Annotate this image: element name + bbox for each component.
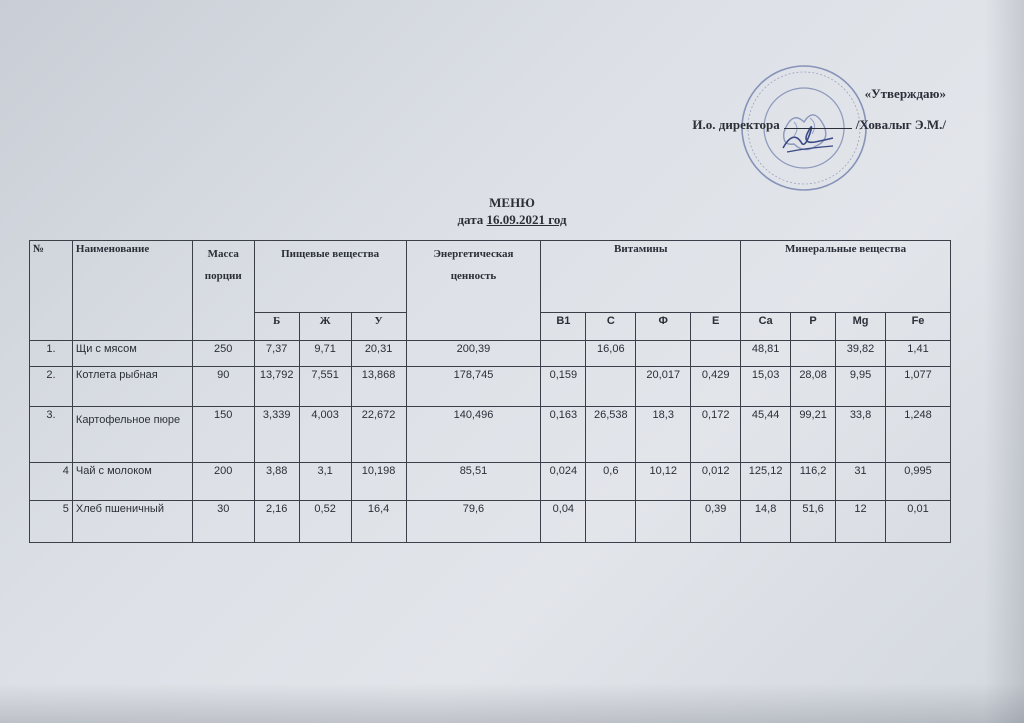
cell-num: 1. [30,341,73,367]
cell-name: Чай с молоком [72,463,192,501]
approval-block [692,86,946,133]
cell-mass: 250 [192,341,254,367]
cell-zh: 3,1 [299,463,351,501]
cell-f [636,341,691,367]
cell-f: 18,3 [636,407,691,463]
cell-name: Котлета рыбная [72,367,192,407]
table-row [30,341,951,367]
menu-table [29,240,951,543]
header-vitamins: Витамины [541,241,741,313]
approval-signature-line [692,116,946,133]
subheader-fe: Fe [886,313,951,341]
cell-u: 20,31 [351,341,406,367]
cell-u: 13,868 [351,367,406,407]
cell-zh: 0,52 [299,501,351,543]
cell-mg: 39,82 [836,341,886,367]
document-title: МЕНЮ [489,195,535,210]
cell-u: 10,198 [351,463,406,501]
cell-c [586,367,636,407]
cell-energy: 140,496 [406,407,541,463]
approval-position: И.о. директора [692,117,780,132]
cell-fe: 1,077 [886,367,951,407]
cell-p: 99,21 [791,407,836,463]
date-label: дата [457,212,484,227]
table-row [30,407,951,463]
cell-mass: 200 [192,463,254,501]
page-bottom-shadow [0,683,1024,723]
subheader-p: P [791,313,836,341]
cell-b1 [541,341,586,367]
table-row [30,367,951,407]
cell-mg: 33,8 [836,407,886,463]
cell-c: 0,6 [586,463,636,501]
cell-num: 3. [30,407,73,463]
cell-fe: 0,01 [886,501,951,543]
cell-b: 2,16 [254,501,299,543]
cell-name: Картофельное пюре [72,407,192,463]
cell-e: 0,012 [691,463,741,501]
cell-b1: 0,024 [541,463,586,501]
cell-ca: 48,81 [741,341,791,367]
cell-num: 5 [30,501,73,543]
subheader-b: Б [254,313,299,341]
approval-label: «Утверждаю» [864,86,946,101]
cell-ca: 125,12 [741,463,791,501]
cell-energy: 200,39 [406,341,541,367]
subheader-zh: Ж [299,313,351,341]
cell-ca: 15,03 [741,367,791,407]
cell-u: 16,4 [351,501,406,543]
cell-ca: 14,8 [741,501,791,543]
header-mass: Масса порции [192,241,254,341]
cell-zh: 9,71 [299,341,351,367]
cell-p [791,341,836,367]
cell-p: 51,6 [791,501,836,543]
cell-energy: 178,745 [406,367,541,407]
document-date-line [0,212,1024,228]
cell-mass: 150 [192,407,254,463]
cell-e: 0,172 [691,407,741,463]
subheader-c: C [586,313,636,341]
cell-name: Хлеб пшеничный [72,501,192,543]
cell-c: 16,06 [586,341,636,367]
cell-c: 26,538 [586,407,636,463]
page-fold-shadow [984,0,1024,723]
cell-energy: 79,6 [406,501,541,543]
header-name: Наименование [72,241,192,341]
cell-b: 7,37 [254,341,299,367]
date-value: 16.09.2021 год [486,212,567,227]
cell-p: 116,2 [791,463,836,501]
cell-c [586,501,636,543]
table-row [30,463,951,501]
cell-name: Щи с мясом [72,341,192,367]
cell-ca: 45,44 [741,407,791,463]
header-energy: Энергетическая ценность [406,241,541,341]
table-header-row [30,241,951,313]
subheader-ca: Ca [741,313,791,341]
cell-b1: 0,04 [541,501,586,543]
header-nutrients: Пищевые вещества [254,241,406,313]
cell-b: 13,792 [254,367,299,407]
cell-zh: 7,551 [299,367,351,407]
cell-b1: 0,163 [541,407,586,463]
cell-zh: 4,003 [299,407,351,463]
cell-b: 3,339 [254,407,299,463]
cell-fe: 1,248 [886,407,951,463]
cell-f [636,501,691,543]
cell-mg: 9,95 [836,367,886,407]
cell-mg: 12 [836,501,886,543]
cell-mg: 31 [836,463,886,501]
cell-num: 4 [30,463,73,501]
cell-b1: 0,159 [541,367,586,407]
subheader-e: E [691,313,741,341]
subheader-mg: Mg [836,313,886,341]
cell-num: 2. [30,367,73,407]
cell-f: 20,017 [636,367,691,407]
cell-fe: 1,41 [886,341,951,367]
cell-e: 0,429 [691,367,741,407]
subheader-f: Ф [636,313,691,341]
cell-energy: 85,51 [406,463,541,501]
approval-name: /Ховалыг Э.М./ [855,117,946,132]
header-minerals: Минеральные вещества [741,241,951,313]
cell-e [691,341,741,367]
cell-e: 0,39 [691,501,741,543]
subheader-u: У [351,313,406,341]
header-num: № [30,241,73,341]
cell-f: 10,12 [636,463,691,501]
cell-mass: 90 [192,367,254,407]
signature-underline [784,116,852,129]
cell-fe: 0,995 [886,463,951,501]
cell-b: 3,88 [254,463,299,501]
cell-p: 28,08 [791,367,836,407]
cell-u: 22,672 [351,407,406,463]
subheader-b1: B1 [541,313,586,341]
table-row [30,501,951,543]
cell-mass: 30 [192,501,254,543]
